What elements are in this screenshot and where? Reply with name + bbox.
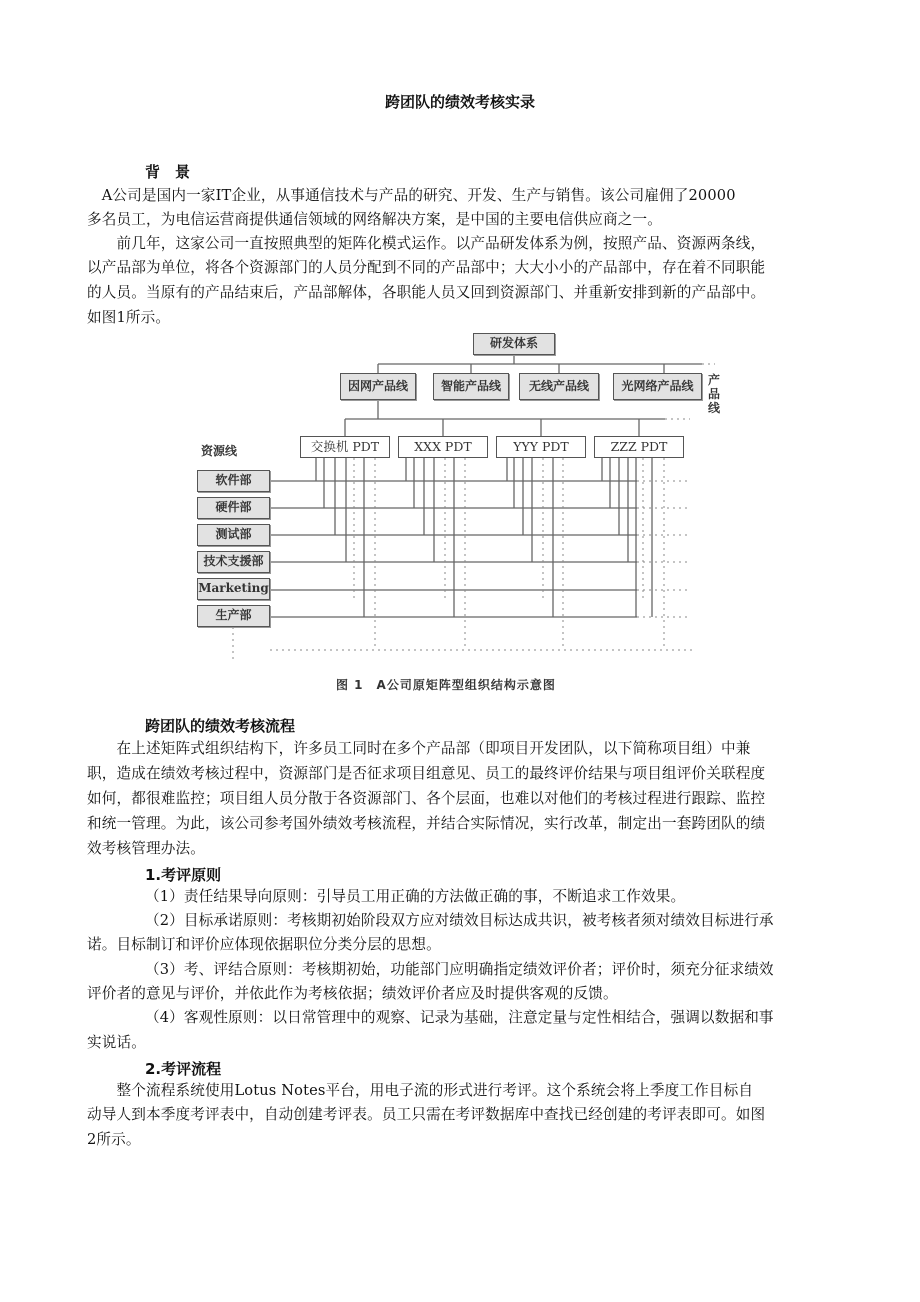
section-heading-review-process: 2.考评流程 bbox=[145, 1060, 222, 1078]
pdt-box: XXX PDT bbox=[398, 436, 488, 458]
product-line-box: 因网产品线 bbox=[340, 373, 416, 400]
department-box: 软件部 bbox=[197, 470, 270, 492]
paragraph-line: 和统一管理。为此，该公司参考国外绩效考核流程，并结合实际情况，实行改革，制定出一套跨团队的绩 bbox=[87, 815, 766, 832]
product-line-box: 智能产品线 bbox=[433, 373, 509, 400]
department-box: Marketing bbox=[197, 578, 270, 600]
paragraph-line: （2）目标承诺原则：考核期初始阶段双方应对绩效目标达成共识，被考核者须对绩效目标进行承 bbox=[145, 912, 774, 929]
paragraph-line: 效考核管理办法。 bbox=[87, 840, 205, 857]
paragraph-line: 诺。目标制订和评价应体现依据职位分类分层的思想。 bbox=[87, 936, 441, 953]
department-box: 测试部 bbox=[197, 524, 270, 546]
paragraph-line: 职，造成在绩效考核过程中，资源部门是否征求项目组意见、员工的最终评价结果与项目组评价关联程度 bbox=[87, 765, 766, 782]
paragraph-line: A公司是国内一家IT企业，从事通信技术与产品的研究、开发、生产与销售。该公司雇佣了20000 bbox=[87, 187, 736, 204]
paragraph-line: 实说话。 bbox=[87, 1034, 146, 1051]
document-title: 跨团队的绩效考核实录 bbox=[384, 93, 535, 111]
section-heading-background: 背 景 bbox=[145, 163, 191, 181]
pdt-box: YYY PDT bbox=[496, 436, 586, 458]
paragraph-line: （1）责任结果导向原则：引导员工用正确的方法做正确的事，不断追求工作效果。 bbox=[145, 888, 686, 905]
department-box: 硬件部 bbox=[197, 497, 270, 519]
pdt-box: ZZZ PDT bbox=[594, 436, 684, 458]
paragraph-line: 评价者的意见与评价，并依此作为考核依据；绩效评价者应及时提供客观的反馈。 bbox=[87, 985, 618, 1002]
product-line-box: 无线产品线 bbox=[519, 373, 599, 400]
product-line-axis-label: 产品线 bbox=[708, 373, 721, 415]
paragraph-line: 如图1所示。 bbox=[87, 309, 171, 326]
root-box: 研发体系 bbox=[473, 333, 555, 355]
paragraph-line: 的人员。当原有的产品结束后，产品部解体，各职能人员又回到资源部门、并重新安排到新的产品部中。 bbox=[87, 284, 766, 301]
department-box: 技术支援部 bbox=[197, 551, 270, 573]
paragraph-line: 前几年，这家公司一直按照典型的矩阵化模式运作。以产品研发体系为例，按照产品、资源两条线， bbox=[87, 235, 766, 252]
paragraph-line: 整个流程系统使用Lotus Notes平台，用电子流的形式进行考评。这个系统会将上季度工作目标自 bbox=[87, 1082, 754, 1099]
paragraph-line: 2所示。 bbox=[87, 1131, 141, 1148]
paragraph-line: （4）客观性原则：以日常管理中的观察、记录为基础，注意定量与定性相结合，强调以数据和事 bbox=[145, 1009, 774, 1026]
product-line-box: 光网络产品线 bbox=[613, 373, 702, 400]
figure-caption: 图 1 A公司原矩阵型组织结构示意图 bbox=[336, 678, 556, 692]
department-box: 生产部 bbox=[197, 605, 270, 627]
paragraph-line: 动导人到本季度考评表中，自动创建考评表。员工只需在考评数据库中查找已经创建的考评表即可。如图 bbox=[87, 1106, 766, 1123]
paragraph-line: 以产品部为单位，将各个资源部门的人员分配到不同的产品部中；大大小小的产品部中，存在着不同职能 bbox=[87, 259, 766, 276]
section-heading-principles: 1.考评原则 bbox=[145, 866, 222, 884]
paragraph-line: （3）考、评结合原则：考核期初始，功能部门应明确指定绩效评价者；评价时，须充分征求绩效 bbox=[145, 961, 774, 978]
paragraph-line: 在上述矩阵式组织结构下，许多员工同时在多个产品部（即项目开发团队，以下简称项目组）中兼 bbox=[87, 740, 751, 757]
section-heading-process: 跨团队的绩效考核流程 bbox=[145, 717, 296, 735]
resource-line-axis-label: 资源线 bbox=[201, 444, 238, 458]
pdt-box: 交换机 PDT bbox=[300, 436, 390, 458]
paragraph-line: 如何，都很难监控；项目组人员分散于各资源部门、各个层面，也难以对他们的考核过程进行跟踪、监控 bbox=[87, 790, 766, 807]
paragraph-line: 多名员工，为电信运营商提供通信领域的网络解决方案，是中国的主要电信供应商之一。 bbox=[87, 211, 663, 228]
